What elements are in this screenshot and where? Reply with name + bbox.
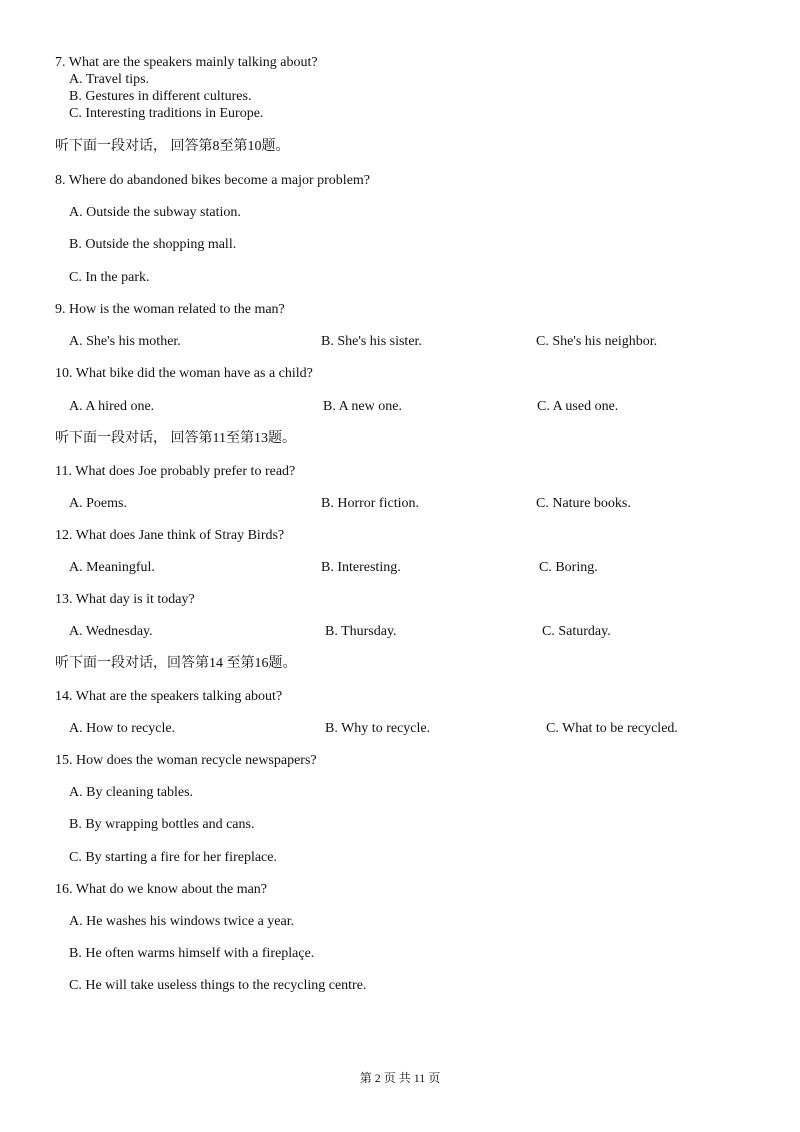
q16-option-a: A. He washes his windows twice a year. (69, 914, 295, 929)
q13-question: 13. What day is it today? (55, 592, 195, 607)
q11-option-c: C. Nature books. (536, 496, 631, 511)
q11-option-a: A. Poems. (69, 496, 127, 511)
q14-question: 14. What are the speakers talking about? (55, 689, 283, 704)
q13-option-c: C. Saturday. (542, 624, 611, 639)
q13-option-b: B. Thursday. (325, 624, 397, 639)
q8-option-b: B. Outside the shopping mall. (69, 237, 237, 252)
q11-question: 11. What does Joe probably prefer to read? (55, 464, 296, 479)
q11-option-b: B. Horror fiction. (321, 496, 419, 511)
q15-option-b: B. By wrapping bottles and cans. (69, 817, 255, 832)
q14-option-a: A. How to recycle. (69, 721, 176, 736)
q9-question: 9. How is the woman related to the man? (55, 302, 285, 317)
section-instruction: 听下面一段对话， 回答第11至第13题。 (55, 431, 296, 446)
q9-option-b: B. She's his sister. (321, 334, 422, 349)
section-instruction: 听下面一段对话， 回答第8至第10题。 (55, 139, 290, 154)
q10-option-c: C. A used one. (537, 399, 619, 414)
q16-option-c: C. He will take useless things to the recycling centre. (69, 978, 367, 993)
q15-question: 15. How does the woman recycle newspapers? (55, 753, 317, 768)
q7-option-a: A. Travel tips. (69, 72, 150, 87)
q16-option-b: B. He often warms himself with a fireplaçe. (69, 946, 315, 961)
q8-option-c: C. In the park. (69, 270, 150, 285)
q8-question: 8. Where do abandoned bikes become a major problem? (55, 173, 371, 188)
page-number: 第 2 页 共 11 页 (359, 1071, 441, 1085)
q12-option-a: A. Meaningful. (69, 560, 155, 575)
q9-option-a: A. She's his mother. (69, 334, 181, 349)
q8-option-a: A. Outside the subway station. (69, 205, 241, 220)
section-instruction: 听下面一段对话，回答第14 至第16题。 (55, 656, 297, 671)
q16-question: 16. What do we know about the man? (55, 882, 268, 897)
q12-option-c: C. Boring. (539, 560, 598, 575)
q15-option-c: C. By starting a fire for her fireplace. (69, 850, 277, 865)
q15-option-a: A. By cleaning tables. (69, 785, 194, 800)
q14-option-c: C. What to be recycled. (546, 721, 678, 736)
q10-option-a: A. A hired one. (69, 399, 155, 414)
q7-question: 7. What are the speakers mainly talking about? (55, 55, 318, 70)
q10-option-b: B. A new one. (323, 399, 402, 414)
q14-option-b: B. Why to recycle. (325, 721, 431, 736)
q12-option-b: B. Interesting. (321, 560, 401, 575)
q10-question: 10. What bike did the woman have as a child? (55, 366, 313, 381)
q13-option-a: A. Wednesday. (69, 624, 153, 639)
q9-option-c: C. She's his neighbor. (536, 334, 658, 349)
q7-option-c: C. Interesting traditions in Europe. (69, 106, 264, 121)
q7-option-b: B. Gestures in different cultures. (69, 89, 252, 104)
q12-question: 12. What does Jane think of Stray Birds? (55, 528, 285, 543)
